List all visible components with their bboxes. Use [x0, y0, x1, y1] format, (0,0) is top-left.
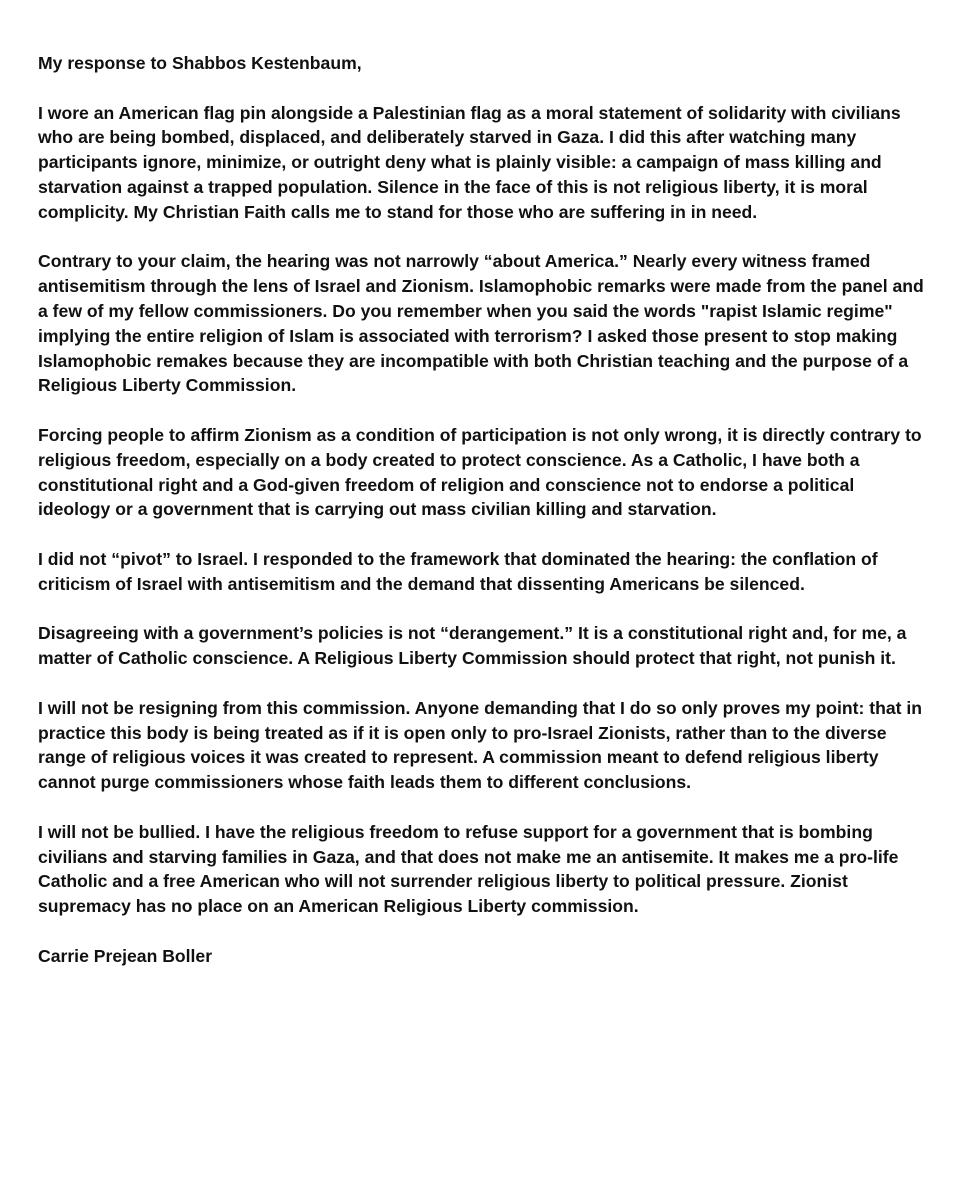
salutation: My response to Shabbos Kestenbaum, [38, 53, 362, 73]
paragraph-flag-pin: I wore an American flag pin alongside a Palestinian flag as a moral statement of solidarity with civilians who are being bombed, displaced, and deliberately starved in Gaza. I did this after watching many participants ignore, minimize, or outright deny what is plainly visible: a campaign of mass killing and starvation against a trapped population. Silence in the face of this is not religious liberty, it is moral complicity. My Christian Faith calls me to stand for those who are suffering in in need. [38, 102, 901, 222]
paragraph-hearing-claim: Contrary to your claim, the hearing was not narrowly “about America.” Nearly every witness framed antisemitism through the lens of Israel and Zionism. Islamophobic remarks were made from the panel and a few of my fellow commissioners. Do you remember when you said the words "rapist Islamic regime" implying the entire religion of Islam is associated with terrorism? I asked those present to stop making Islamophobic remakes because they are incompatible with both Christian teaching and the purpose of a Religious Liberty Commission. [38, 251, 924, 396]
paragraph-zionism-affirmation: Forcing people to affirm Zionism as a condition of participation is not only wrong, it is directly contrary to religious freedom, especially on a body created to protect conscience. As a Catholic, I have both a constitutional right and a God-given freedom of religion and conscience not to endorse a political ideology or a government that is carrying out mass civilian killing and starvation. [38, 424, 922, 520]
paragraph-pivot: I did not “pivot” to Israel. I responded to the framework that dominated the hearing: the conflation of criticism of Israel with antisemitism and the demand that dissenting Americans be silenced. [38, 548, 878, 594]
signature: Carrie Prejean Boller [38, 945, 213, 966]
paragraph-resigning: I will not be resigning from this commission. Anyone demanding that I do so only proves my point: that in practice this body is being treated as if it is open only to pro-Israel Zionists, rather than to the diverse range of religious voices it was created to represent. A commission meant to defend religious liberty cannot purge commissioners whose faith leads them to different conclusions. [38, 697, 922, 793]
paragraph-derangement: Disagreeing with a government’s policies is not “derangement.” It is a constitutional right and, for me, a matter of Catholic conscience. A Religious Liberty Commission should protect that right, not punish it. [38, 623, 907, 669]
paragraph-bullied: I will not be bullied. I have the religious freedom to refuse support for a government that is bombing civilians and starving families in Gaza, and that does not make me an antisemite. It makes me a pro-life Catholic and a free American who will not surrender religious liberty to political pressure. Zionist supremacy has no place on an American Religious Liberty commission. [38, 821, 899, 917]
letter-body [38, 51, 928, 968]
